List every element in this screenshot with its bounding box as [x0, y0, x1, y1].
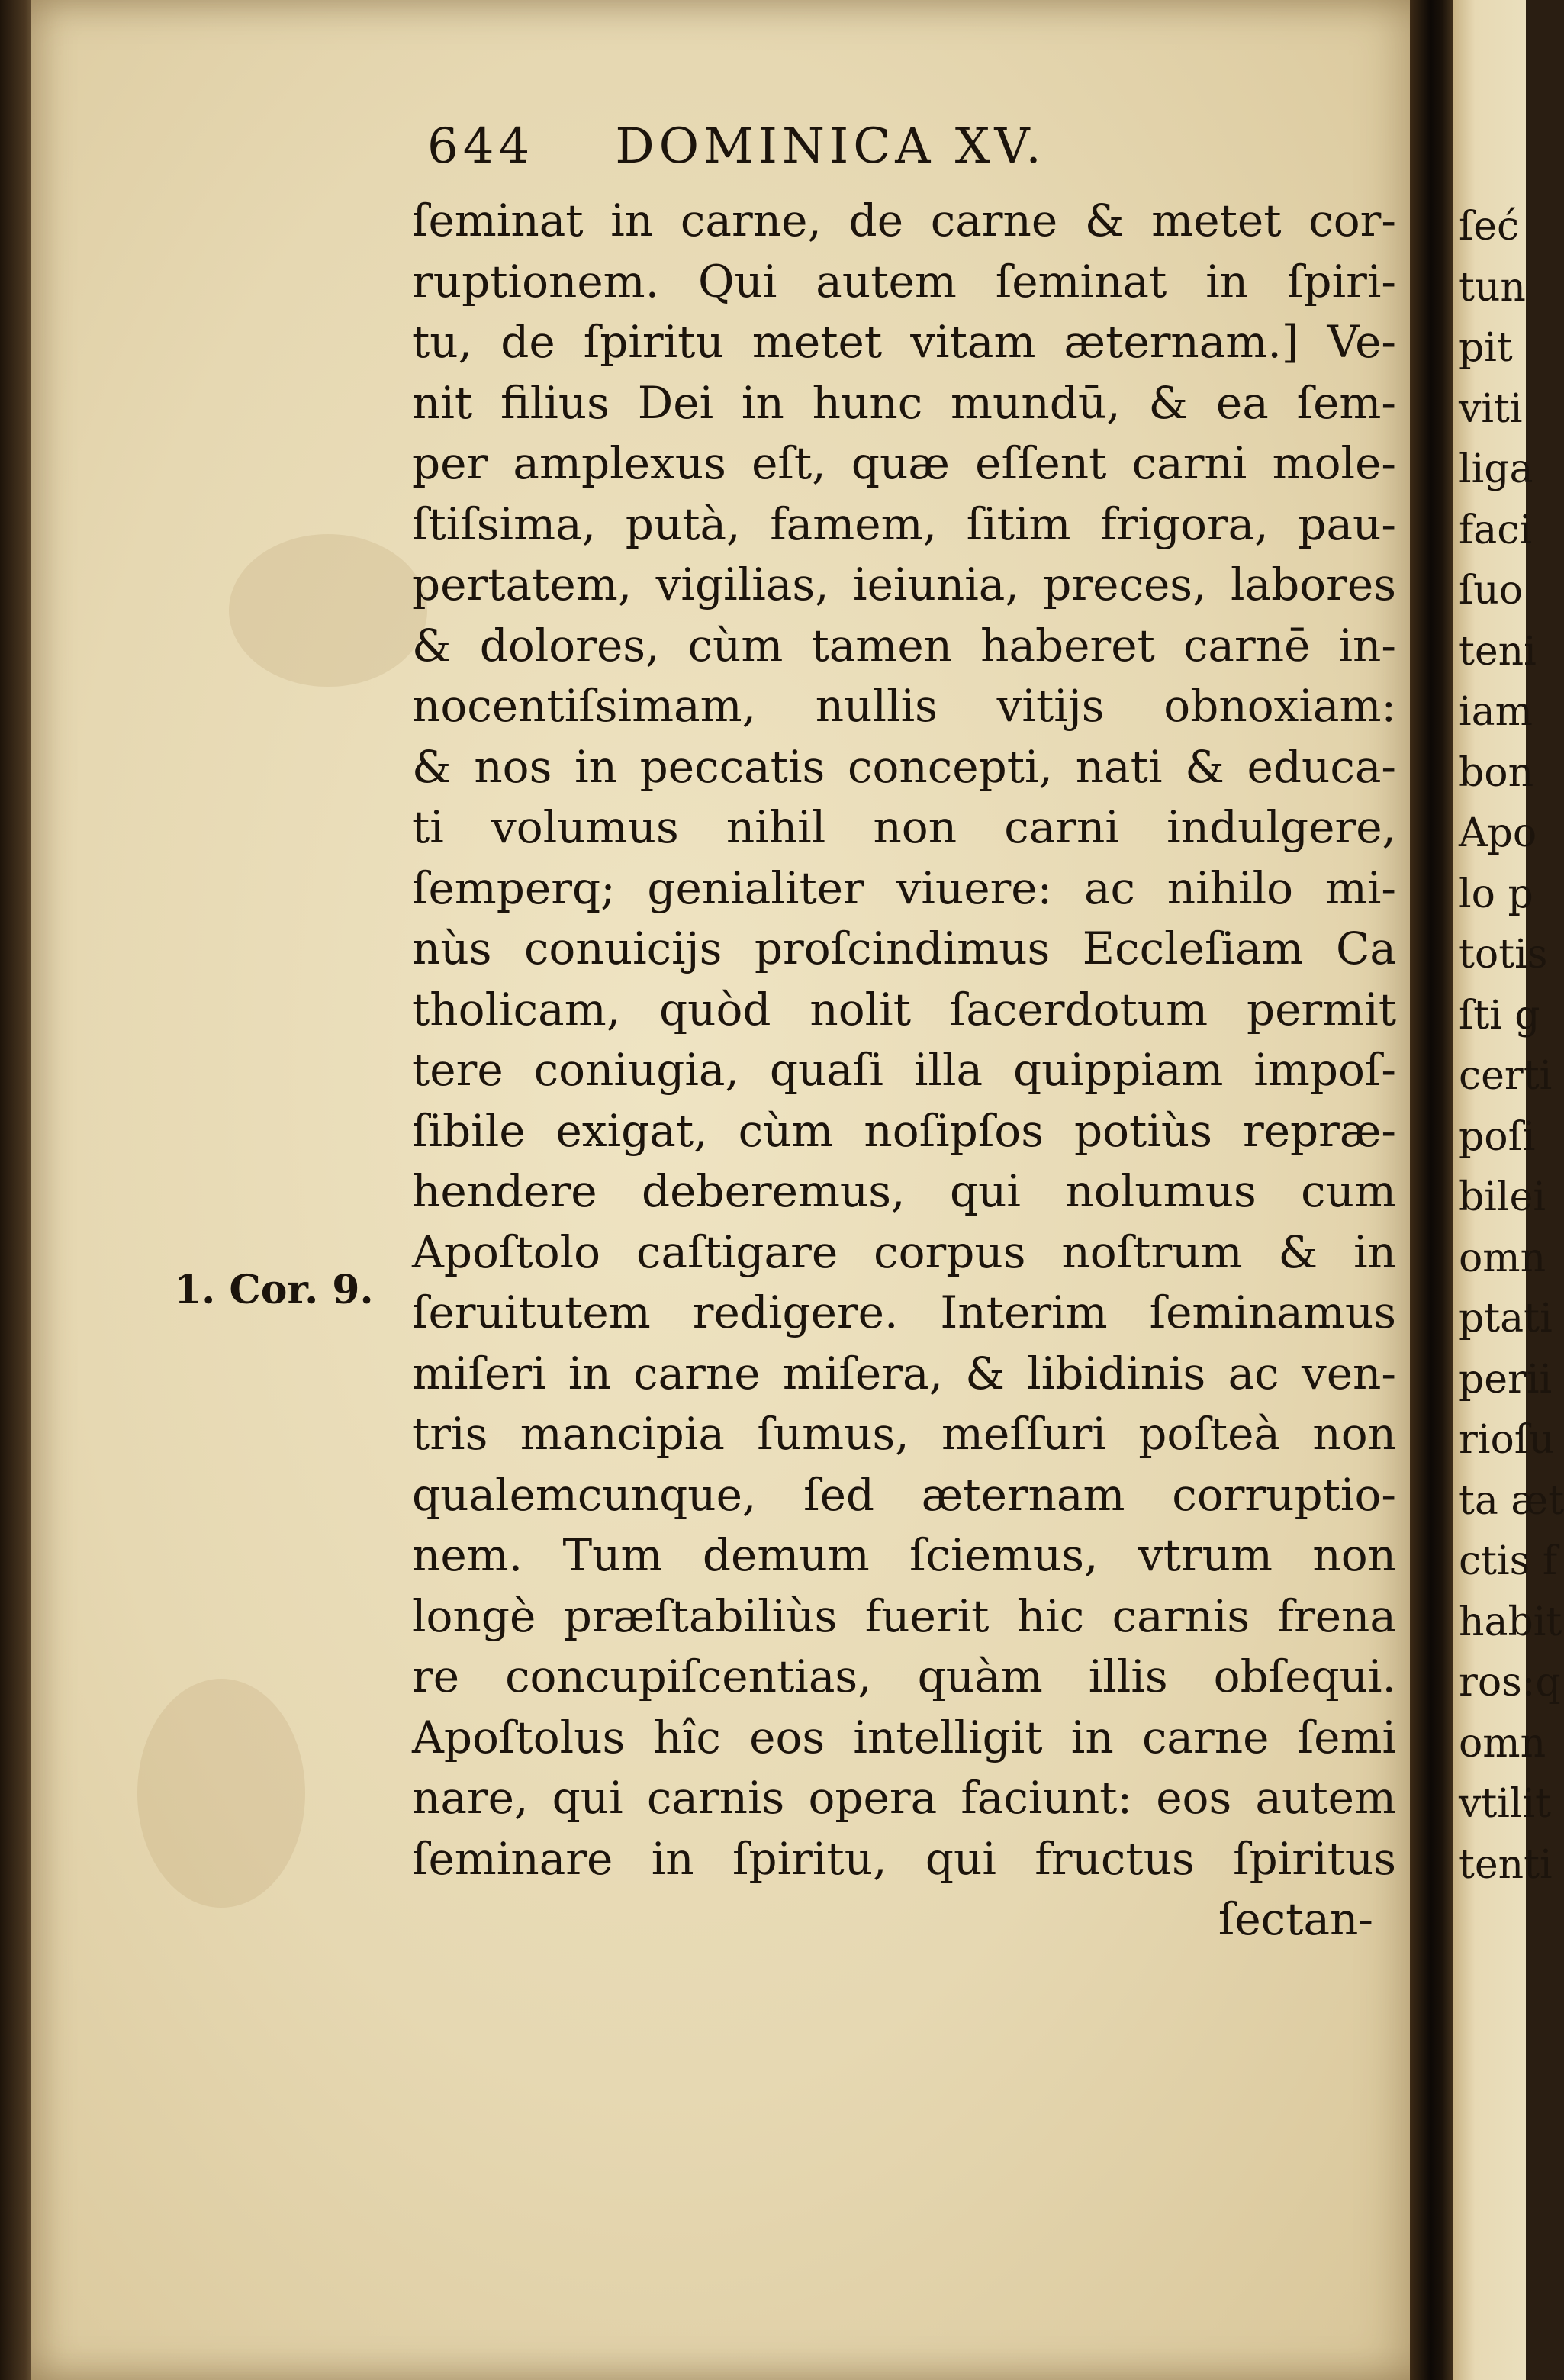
page-header — [427, 118, 1343, 187]
right-page-fragment: teni — [1459, 628, 1537, 675]
right-page-fragment: ctis f — [1459, 1538, 1558, 1584]
text-line: qualemcunque, ſed æternam corruptio- — [412, 1468, 1396, 1521]
right-page-fragment: omn — [1459, 1720, 1546, 1766]
right-page-fragment: ſti g — [1459, 992, 1540, 1039]
right-page-fragment: certi — [1459, 1053, 1553, 1099]
text-line: Apoſtolo caſtigare corpus noſtrum & in — [412, 1225, 1396, 1278]
text-line: ſeruitutem redigere. Interim ſeminamus — [412, 1287, 1396, 1338]
text-line: tholicam, quòd nolit ſacerdotum permit — [412, 983, 1396, 1035]
text-line: ſibile exigat, cùm noſipſos potiùs repræ- — [412, 1104, 1396, 1157]
text-line: tris mancipia ſumus, meſſuri poſteà non — [412, 1408, 1396, 1460]
right-page-fragment: ros:q — [1459, 1660, 1561, 1705]
text-line: & dolores, cùm tamen haberet carnē in- — [412, 619, 1396, 671]
text-line: per amplexus eſt, quæ eſſent carni mole- — [412, 437, 1396, 489]
text-line: ti volumus nihil non carni indulgere, — [412, 801, 1396, 853]
text-line: nem. Tum demum ſciemus, vtrum non — [412, 1529, 1396, 1581]
right-page-fragment: bilei — [1459, 1174, 1546, 1220]
text-line: tere coniugia, quaſi illa quippiam impoſ- — [412, 1044, 1396, 1096]
text-line: re concupiſcentias, quàm illis obſequi. — [412, 1651, 1396, 1702]
text-line: ſtiſsima, putà, famem, ſitim frigora, pau- — [412, 498, 1396, 550]
text-line: & nos in peccatis concepti, nati & educa- — [412, 740, 1396, 793]
right-page-fragment: vtilit — [1459, 1781, 1552, 1827]
margin-reference: 1. Cor. 9. — [174, 1267, 374, 1313]
text-line: nocentiſsimam, nullis vitijs obnoxiam: — [412, 680, 1396, 732]
text-line: ruptionem. Qui autem ſeminat in ſpiri- — [412, 255, 1396, 308]
paper-stain — [137, 1679, 305, 1908]
right-page-fragment: bon — [1459, 749, 1534, 796]
text-line: nùs conuicijs proſcindimus Eccleſiam Ca — [412, 923, 1396, 974]
text-line: ſectan- — [1218, 1893, 1373, 1945]
right-page-text-fragments — [1459, 197, 1564, 1895]
right-page-fragment: iam — [1459, 689, 1533, 735]
right-page-fragment: Apo — [1459, 810, 1537, 856]
right-page-fragment: viti — [1459, 385, 1523, 432]
right-page-fragment: omn — [1459, 1235, 1546, 1281]
right-page-fragment: ſeć — [1459, 204, 1520, 250]
text-line: ſemperq; genialiter viuere: ac nihilo mi- — [412, 862, 1396, 914]
right-page-fragment: ſuo — [1459, 568, 1524, 614]
right-page-fragment: ta æt — [1459, 1477, 1564, 1524]
text-line: ſeminare in ſpiritu, qui fructus ſpiritus — [412, 1832, 1396, 1885]
right-page-fragment: poſi — [1459, 1113, 1536, 1160]
right-page-fragment: tenti — [1459, 1841, 1553, 1888]
right-page-fragment: perii — [1459, 1356, 1553, 1403]
text-line: ſeminat in carne, de carne & metet cor- — [412, 195, 1396, 246]
page-number: 644 — [427, 118, 535, 175]
paper-stain — [229, 534, 427, 687]
text-line: nit filius Dei in hunc mundū, & ea ſem- — [412, 376, 1396, 429]
text-line: longè præſtabiliùs fuerit hic carnis frena — [412, 1589, 1396, 1642]
right-page-fragment: faci — [1459, 507, 1533, 553]
text-line: tu, de ſpiritu metet vitam æternam.] Ve- — [412, 316, 1396, 368]
right-page-fragment: ptati — [1459, 1296, 1553, 1341]
right-page-fragment: liga — [1459, 446, 1533, 492]
text-line: hendere deberemus, qui nolumus cum — [412, 1165, 1396, 1217]
right-page-fragment: totis — [1459, 932, 1548, 977]
right-page-fragment: habit — [1459, 1599, 1562, 1645]
right-page-fragment: lo p — [1459, 871, 1533, 917]
text-line: nare, qui carnis opera faciunt: eos autem — [412, 1772, 1396, 1824]
right-page-fragment: tun — [1459, 264, 1526, 311]
right-page-fragment: pit — [1459, 325, 1513, 371]
text-line: miſeri in carne miſera, & libidinis ac ven- — [412, 1347, 1396, 1399]
book-gutter — [1410, 0, 1456, 2380]
text-line: Apoſtolus hîc eos intelligit in carne ſemi — [412, 1711, 1396, 1763]
running-title: DOMINICA XV. — [615, 118, 1046, 175]
body-text — [412, 191, 1396, 1950]
text-line: pertatem, vigilias, ieiunia, preces, labores — [412, 559, 1396, 610]
right-page-fragment: rioſu — [1459, 1417, 1555, 1463]
